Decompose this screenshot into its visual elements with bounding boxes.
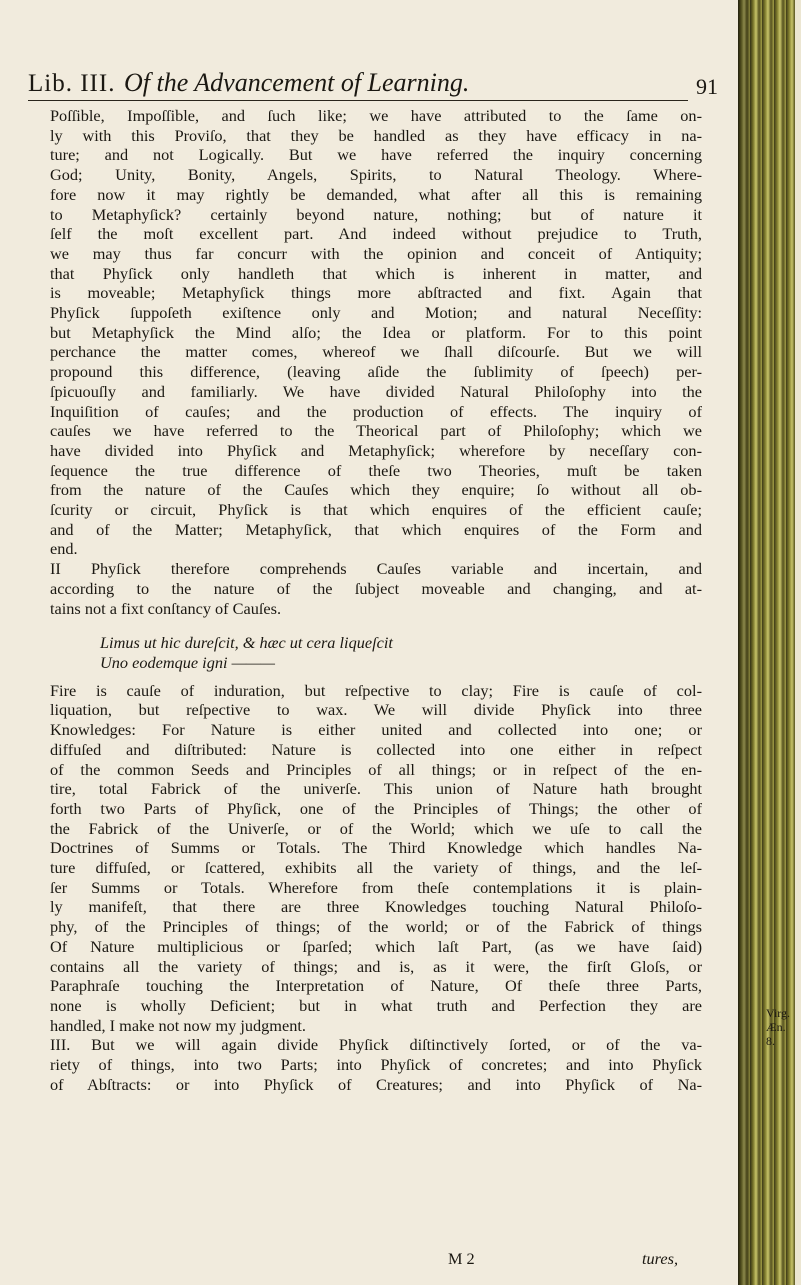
text-line: of the common Seeds and Principles of all things; or in reſpect of the en- xyxy=(50,759,702,779)
text-line: ſequence the true difference of theſe two Theories, muſt be taken xyxy=(50,460,702,480)
text-line: tains not a fixt conſtancy of Cauſes. xyxy=(50,598,282,618)
text-line: diffuſed and diſtributed: Nature is collected into one either in reſpect xyxy=(50,739,702,759)
body-text xyxy=(50,106,702,1094)
signature-mark: M 2 xyxy=(448,1249,475,1268)
text-line: but Metaphyſick the Mind alſo; the Idea or platform. For to this point xyxy=(50,322,702,342)
text-line: and of the Matter; Metaphyſick, that which enquires of the Form and xyxy=(50,519,702,539)
text-line: the Fabrick of the Univerſe, or of the World; which we uſe to call the xyxy=(50,818,702,838)
text-line: tire, total Fabrick of the univerſe. This union of Nature hath brought xyxy=(50,779,702,799)
text-line: perchance the matter comes, whereof we ſhall diſcourſe. But we will xyxy=(50,342,702,362)
text-line: Inquiſition of cauſes; and the production of effects. The inquiry of xyxy=(50,401,702,421)
text-line: ſpicuouſly and familiarly. We have divided Natural Philoſophy into the xyxy=(50,381,702,401)
text-line: ly manifeſt, that there are three Knowledges touching Natural Philoſo- xyxy=(50,897,702,917)
text-line: propound this difference, (leaving aſide the ſublimity of ſpeech) per- xyxy=(50,362,702,382)
text-line: ſcurity or circuit, Phyſick is that which enquires of the efficient cauſe; xyxy=(50,500,702,520)
text-line: liquation, but reſpective to wax. We will divide Phyſick into three xyxy=(50,700,702,720)
text-line: II Phyſick therefore comprehends Cauſes variable and incertain, and xyxy=(50,559,702,579)
text-line: ſer Summs or Totals. Wherefore from theſe contemplations it is plain- xyxy=(50,877,702,897)
text-line: fore now it may rightly be demanded, what after all this is remaining xyxy=(50,184,702,204)
text-line: III. But we will again divide Phyſick diſtinctively ſorted, or of the va- xyxy=(50,1035,702,1055)
text-line: ture diffuſed, or ſcattered, exhibits all the variety of things, and the leſ- xyxy=(50,858,702,878)
text-line: God; Unity, Bonity, Angels, Spirits, to Natural Theology. Where- xyxy=(50,165,702,185)
text-line: Of Nature multiplicious or ſparſed; which laſt Part, (as we have ſaid) xyxy=(50,936,702,956)
text-line: none is wholly Deficient; but in what truth and Perfection they are xyxy=(50,995,702,1015)
text-line: riety of things, into two Parts; into Phyſick of concretes; and into Phyſick xyxy=(50,1055,702,1075)
text-line: Knowledges: For Nature is either united and collected into one; or xyxy=(50,720,702,740)
text-line: forth two Parts of Phyſick, one of the Principles of Things; the other of xyxy=(50,798,702,818)
text-line: we may thus far concurr with the opinion and conceit of Antiquity; xyxy=(50,243,702,263)
page-number: 91 xyxy=(696,74,718,99)
text-line: from the nature of the Cauſes which they enquire; ſo without all ob- xyxy=(50,480,702,500)
text-line: to Metaphyſick? certainly beyond nature, nothing; but of nature it xyxy=(50,204,702,224)
text-line: of Abſtracts: or into Phyſick of Creatures; and into Phyſick of Na- xyxy=(50,1074,702,1094)
text-line: handled, I make not now my judgment. xyxy=(50,1015,306,1035)
margin-note-line: 8. xyxy=(766,1034,775,1048)
text-line: ſelf the moſt excellent part. And indeed without prejudice to Truth, xyxy=(50,224,702,244)
text-line: end. xyxy=(50,539,78,559)
text-line: ly with this Proviſo, that they be handled as they have efficacy in na- xyxy=(50,125,702,145)
verse-line: Limus ut hic dureſcit, & hæc ut cera liqueſcit xyxy=(100,633,393,653)
text-line: Phyſick ſuppoſeth exiſtence only and Motion; and natural Neceſſity: xyxy=(50,303,702,323)
book-binding-edge xyxy=(738,0,801,1285)
text-line: ture; and not Logically. But we have referred the inquiry concerning xyxy=(50,145,702,165)
verse-line: Uno eodemque igni ——— xyxy=(100,652,276,672)
catchword: tures, xyxy=(642,1249,679,1268)
header-rule xyxy=(28,100,688,101)
running-title: Of the Advancement of Learning. xyxy=(124,68,470,97)
book-number: Lib. III. xyxy=(28,70,116,97)
text-line: have divided into Phyſick and Metaphyſick; wherefore by neceſſary con- xyxy=(50,440,702,460)
text-line: is moveable; Metaphyſick things more abſtracted and fixt. Again that xyxy=(50,283,702,303)
text-line: Fire is cauſe of induration, but reſpective to clay; Fire is cauſe of col- xyxy=(50,680,702,700)
text-line: phy, of the Principles of things; of the world; or of the Fabrick of things xyxy=(50,917,702,937)
text-line: that Phyſick only handleth that which is inherent in matter, and xyxy=(50,263,702,283)
text-line: Poſſible, Impoſſible, and ſuch like; we have attributed to the ſame on- xyxy=(50,106,702,125)
margin-note-line: Virg. Æn. xyxy=(766,1006,791,1034)
text-line: Doctrines of Summs or Totals. The Third Knowledge which handles Na- xyxy=(50,838,702,858)
text-line: contains all the variety of things; and is, as it were, the firſt Gloſs, or xyxy=(50,956,702,976)
text-line: cauſes we have referred to the Theorical part of Philoſophy; which we xyxy=(50,421,702,441)
margin-note xyxy=(766,1006,801,1048)
text-line: Paraphraſe touching the Interpretation of Nature, Of theſe three Parts, xyxy=(50,976,702,996)
text-line: according to the nature of the ſubject moveable and changing, and at- xyxy=(50,578,702,598)
